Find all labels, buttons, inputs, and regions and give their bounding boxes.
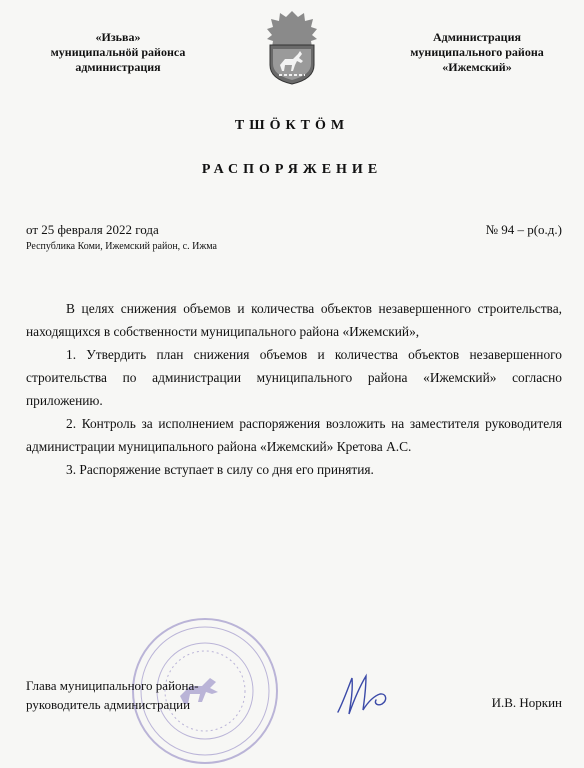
signatory-position — [26, 676, 199, 714]
header-right-line-2: муниципального района — [410, 45, 544, 59]
header-komi-name — [38, 30, 198, 75]
document-date: от 25 февраля 2022 года — [26, 222, 159, 237]
header-russian-name — [392, 30, 562, 75]
handwritten-signature — [330, 660, 410, 720]
document-title-komi: ТШӦКТӦМ — [234, 118, 350, 133]
header-right-line-3: «Ижемский» — [442, 60, 512, 74]
signatory-position-line-2: руководитель администрации — [26, 697, 191, 712]
coat-of-arms-icon — [265, 9, 319, 85]
signatory-name: И.В. Норкин — [491, 695, 562, 710]
body-item-2: 2. Контроль за исполнением распоряжения возложить на заместителя руководителя администрации муниципального района «Ижемский» Кретова А.С. — [26, 416, 562, 454]
document-title-russian: РАСПОРЯЖЕНИЕ — [201, 162, 383, 177]
body-item-3: 3. Распоряжение вступает в силу со дня его принятия. — [66, 462, 374, 477]
document-place: Республика Коми, Ижемский район, с. Ижма — [26, 241, 217, 252]
header-left-line-3: администрация — [75, 60, 161, 74]
body-preamble: В целях снижения объемов и количества объектов незавершенного строительства, находящихся в собственности муниципального района «Ижемский», — [26, 301, 562, 339]
body-item-1: 1. Утвердить план снижения объемов и количества объектов незавершенного строительства по администрации муниципального района «Ижемский» согласно приложению. — [26, 347, 562, 408]
header-left-line-2: муниципальнӧй районса — [50, 45, 186, 59]
document-body — [26, 297, 562, 481]
signatory-position-line-1: Глава муниципального района- — [26, 678, 199, 693]
header-left-line-1: «Изьва» — [95, 30, 141, 44]
document-number: № 94 – р(о.д.) — [485, 222, 562, 237]
header-right-line-1: Администрация — [432, 30, 521, 44]
